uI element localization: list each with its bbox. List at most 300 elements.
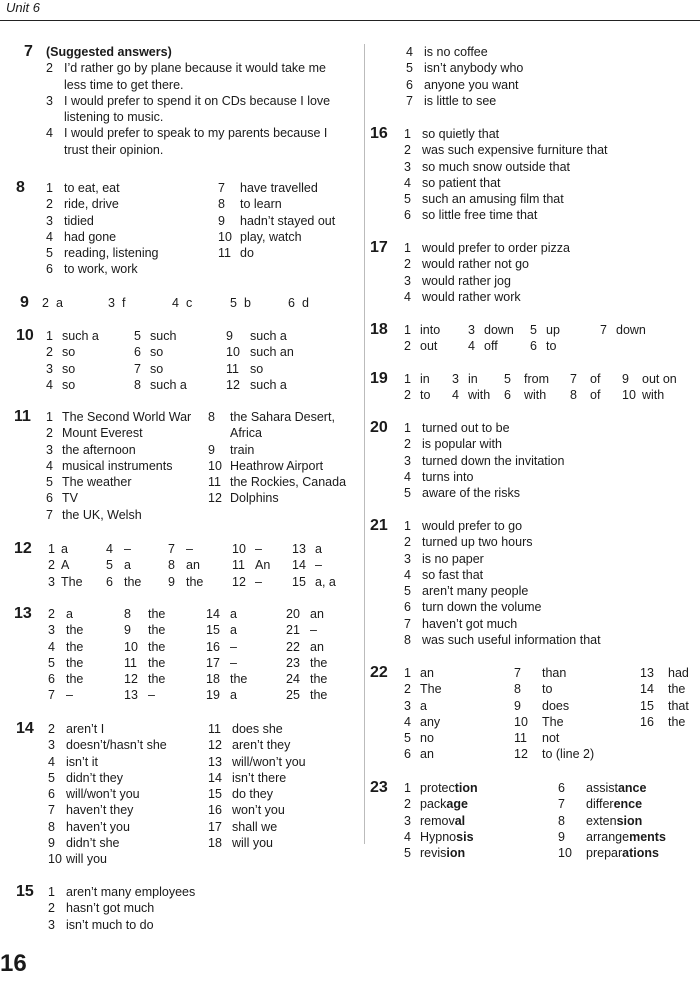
- answer-cell: [218, 245, 254, 261]
- answer-text: A: [61, 558, 70, 573]
- answer-cell: [46, 344, 75, 360]
- item-number: 13: [208, 754, 222, 769]
- item-number: 4: [404, 714, 411, 729]
- answer-line: [404, 289, 570, 305]
- answer-text: –: [255, 542, 262, 556]
- answer-text: the: [148, 639, 166, 654]
- answer-cell: [208, 786, 273, 802]
- item-number: 1: [404, 372, 411, 386]
- item-number: 10: [218, 229, 232, 244]
- unit-title: Unit 6: [6, 0, 40, 15]
- item-number: 5: [404, 192, 411, 207]
- word-suffix: ance: [617, 781, 647, 795]
- answer-cell: [514, 714, 564, 730]
- answer-text: haven’t they: [66, 803, 134, 818]
- answer-line: [404, 191, 608, 207]
- item-number: 2: [404, 797, 411, 812]
- answer-cell: [134, 361, 163, 377]
- exercise-number: 17: [370, 239, 388, 256]
- answer-cell: [208, 425, 262, 441]
- answer-cell: [48, 606, 73, 622]
- item-number: 14: [640, 682, 654, 697]
- item-number: 3: [404, 273, 411, 288]
- answer-cell: [108, 295, 125, 311]
- answer-text: to work, work: [64, 262, 138, 277]
- answer-text: is no coffee: [424, 45, 488, 59]
- answer-text: Africa: [230, 426, 262, 441]
- answer-text: a: [230, 623, 237, 638]
- item-number: 4: [452, 388, 459, 403]
- answer-cell: [286, 671, 327, 687]
- answer-cell: [46, 458, 172, 474]
- answer-cell: [48, 557, 69, 573]
- item-number: 6: [558, 781, 565, 795]
- answer-text: such an: [250, 345, 294, 360]
- answer-cell: [226, 361, 263, 377]
- answer-cell: [46, 196, 119, 212]
- answer-text: have travelled: [240, 181, 318, 195]
- word-stem: pack: [420, 797, 447, 812]
- answer-text: to: [542, 682, 553, 697]
- answer-cell: [404, 681, 442, 697]
- answer-text: down: [484, 323, 514, 337]
- answer-line: [404, 126, 608, 142]
- answer-cell: [48, 687, 73, 703]
- item-number: 7: [168, 542, 175, 556]
- answer-cell: [46, 213, 94, 229]
- answer-cell: [404, 813, 465, 829]
- answer-text: with: [642, 388, 665, 403]
- answer-text: the: [668, 682, 686, 697]
- word-suffix: ion: [446, 846, 466, 861]
- answer-line: [48, 917, 195, 933]
- word-stem: differ: [586, 797, 614, 812]
- item-number: 4: [46, 458, 53, 473]
- answer-cell: [218, 180, 318, 196]
- word-stem: revis: [420, 846, 447, 861]
- answer-text: an: [310, 639, 324, 654]
- answer-cell: [226, 344, 294, 360]
- word-suffix: tion: [454, 781, 478, 795]
- answer-text: is popular with: [422, 437, 502, 452]
- answer-cell: [206, 622, 237, 638]
- item-number: 13: [640, 666, 654, 680]
- answer-text: aware of the risks: [422, 486, 520, 501]
- answer-text: would rather jog: [422, 273, 511, 288]
- answer-line: [406, 60, 523, 76]
- item-number: 10: [514, 714, 528, 729]
- answer-text: that: [668, 698, 689, 713]
- answer-text: aren’t I: [66, 722, 105, 736]
- answer-text: would rather not go: [422, 257, 530, 272]
- answer-line: [404, 175, 608, 191]
- answer-text: a: [315, 542, 322, 556]
- answer-text: will/won’t you: [232, 754, 306, 769]
- item-number: 16: [208, 803, 222, 818]
- answer-text: –: [66, 688, 73, 703]
- answer-text: ride, drive: [64, 197, 119, 212]
- answer-text: out on: [642, 372, 677, 386]
- item-number: 13: [292, 542, 306, 556]
- item-number: 1: [404, 421, 411, 435]
- item-number: 19: [206, 688, 220, 703]
- answer-text: does she: [232, 722, 283, 736]
- answer-text: c: [186, 296, 193, 310]
- answer-cell: [514, 681, 552, 697]
- answer-text: a: [56, 296, 63, 310]
- answer-cell: [514, 665, 566, 681]
- answer-text: the Rockies, Canada: [230, 475, 347, 490]
- answer-text: a: [420, 698, 427, 713]
- item-number: 2: [46, 426, 53, 441]
- answer-cell: [48, 737, 167, 753]
- answer-cell: [168, 541, 193, 557]
- answer-text: turns into: [422, 469, 474, 484]
- item-number: 2: [404, 682, 411, 697]
- answer-cell: [124, 622, 165, 638]
- item-number: 12: [226, 377, 240, 392]
- answer-text: f: [122, 296, 126, 310]
- item-number: 9: [168, 574, 175, 589]
- answer-text: –: [124, 542, 131, 556]
- answer-cell: [46, 229, 116, 245]
- item-number: 7: [514, 666, 521, 680]
- answer-line: [404, 469, 564, 485]
- answer-cell: [46, 261, 138, 277]
- item-number: 2: [42, 296, 49, 310]
- answer-text: such a: [62, 329, 99, 343]
- answer-text: won’t you: [232, 803, 285, 818]
- item-number: 1: [48, 885, 55, 899]
- item-number: 15: [640, 698, 654, 713]
- item-number: 7: [46, 507, 53, 522]
- answer-cell: [48, 802, 133, 818]
- item-number: 6: [48, 787, 55, 802]
- answer-cell: [226, 377, 287, 393]
- answer-text: so quietly that: [422, 127, 500, 141]
- answer-cell: [208, 835, 273, 851]
- item-number: 9: [622, 372, 629, 386]
- answer-cell: [226, 328, 287, 344]
- answer-text: the: [668, 714, 686, 729]
- answer-text: than: [542, 666, 567, 680]
- item-number: 4: [404, 469, 411, 484]
- item-number: 7: [48, 803, 55, 818]
- item-number: 5: [46, 246, 53, 261]
- answer-text: in: [420, 372, 430, 386]
- answer-text: The: [542, 714, 564, 729]
- answer-text: such a: [250, 329, 287, 343]
- answer-text: didn’t she: [66, 836, 120, 851]
- item-number: 11: [124, 655, 137, 670]
- item-number: 7: [404, 616, 411, 631]
- answer-text: isn’t anybody who: [424, 61, 524, 76]
- word-stem: assist: [586, 781, 618, 795]
- item-number: 2: [404, 388, 411, 403]
- answer-line: [48, 884, 195, 900]
- item-number: 6: [404, 600, 411, 615]
- exercise-number: 10: [16, 327, 34, 344]
- item-number: 8: [124, 607, 131, 621]
- item-number: 5: [134, 329, 141, 343]
- item-number: 11: [208, 722, 221, 736]
- item-number: 9: [48, 836, 55, 851]
- answer-text: Mount Everest: [62, 426, 143, 441]
- answer-text: –: [315, 558, 322, 573]
- item-number: 6: [106, 574, 113, 589]
- answer-text: I would prefer to spend it on CDs because I love: [64, 93, 331, 108]
- answer-text: The weather: [62, 475, 132, 490]
- answer-cell: [46, 245, 159, 261]
- exercise-number: 12: [14, 540, 32, 557]
- answer-cell: [46, 328, 99, 344]
- answer-cell: [288, 295, 309, 311]
- item-number: 4: [404, 175, 411, 190]
- item-number: 21: [286, 623, 300, 638]
- answer-cell: [514, 698, 569, 714]
- answer-text: does: [542, 698, 570, 713]
- answer-line: [46, 77, 330, 93]
- item-number: 4: [48, 754, 55, 769]
- item-number: 10: [622, 388, 636, 403]
- item-number: 6: [530, 339, 537, 354]
- item-number: 1: [46, 181, 53, 195]
- answer-text: reading, listening: [64, 246, 159, 261]
- answer-text: a: [124, 558, 131, 573]
- answer-cell: [286, 655, 327, 671]
- item-number: 3: [404, 159, 411, 174]
- answer-text: –: [230, 639, 237, 654]
- answer-text: haven’t got much: [422, 616, 518, 631]
- answer-cell: [42, 295, 63, 311]
- answer-line: [404, 632, 601, 648]
- answer-text: TV: [62, 491, 78, 506]
- answer-text: Dolphins: [230, 491, 279, 506]
- answer-text: play, watch: [240, 229, 302, 244]
- answer-line: [404, 567, 601, 583]
- answer-text: the: [66, 655, 84, 670]
- item-number: 4: [404, 567, 411, 582]
- answer-line: [406, 44, 523, 60]
- item-number: 3: [48, 574, 55, 589]
- answer-text: the: [310, 688, 328, 703]
- answer-line: [404, 599, 601, 615]
- item-number: 10: [48, 852, 62, 867]
- item-number: 4: [46, 229, 53, 244]
- answer-cell: [48, 786, 140, 802]
- word-suffix: sion: [616, 813, 643, 828]
- answer-cell: [46, 474, 131, 490]
- item-number: 2: [404, 535, 411, 550]
- answer-cell: [48, 770, 123, 786]
- item-number: 16: [640, 714, 654, 729]
- answer-cell: [530, 338, 556, 354]
- item-number: 5: [404, 846, 411, 861]
- item-number: 3: [108, 296, 115, 310]
- item-number: 8: [48, 819, 55, 834]
- answer-text: to: [420, 388, 431, 403]
- item-number: 3: [46, 213, 53, 228]
- item-number: 20: [286, 607, 300, 621]
- answer-cell: [558, 813, 642, 829]
- answer-text: the: [148, 672, 166, 687]
- answer-text: b: [244, 296, 251, 310]
- item-number: 11: [514, 731, 527, 746]
- answer-text: the afternoon: [62, 442, 136, 457]
- item-number: 17: [208, 819, 222, 834]
- answer-cell: [106, 541, 131, 557]
- answer-cell: [46, 409, 191, 425]
- answer-text: such an amusing film that: [422, 192, 564, 207]
- exercise-number: 7: [24, 43, 33, 60]
- exercise-number: 8: [16, 179, 25, 196]
- answer-line: [404, 534, 601, 550]
- exercise-number: 23: [370, 779, 388, 796]
- answer-text: An: [255, 558, 271, 573]
- item-number: 9: [218, 213, 225, 228]
- item-number: 8: [168, 558, 175, 573]
- answer-cell: [46, 507, 142, 523]
- answer-cell: [292, 574, 336, 590]
- answer-text: so fast that: [422, 567, 484, 582]
- item-number: 12: [208, 491, 222, 506]
- page-number: 16: [0, 950, 27, 977]
- answer-text: such a: [150, 377, 187, 392]
- answer-text: –: [230, 655, 237, 670]
- item-number: 2: [404, 257, 411, 272]
- answer-cell: [622, 387, 664, 403]
- item-number: 5: [48, 770, 55, 785]
- item-number: 14: [292, 558, 306, 573]
- answer-text: was such expensive furniture that: [422, 143, 608, 158]
- word-stem: prepar: [586, 846, 623, 861]
- answer-cell: [208, 754, 306, 770]
- item-number: 4: [106, 542, 113, 556]
- answer-text: the: [310, 672, 328, 687]
- answer-line: [404, 159, 608, 175]
- item-number: 5: [504, 372, 511, 386]
- answer-cell: [206, 655, 237, 671]
- answer-cell: [640, 698, 689, 714]
- item-number: 9: [514, 698, 521, 713]
- item-number: 15: [292, 574, 306, 589]
- answer-text: an: [420, 747, 434, 762]
- answer-text: train: [230, 442, 255, 457]
- answer-cell: [232, 541, 262, 557]
- answer-text: so: [62, 377, 76, 392]
- item-number: 3: [46, 93, 53, 108]
- answer-text: of: [590, 388, 601, 403]
- item-number: 1: [404, 323, 411, 337]
- answer-text: I would prefer to speak to my parents because I: [64, 126, 328, 141]
- answer-cell: [514, 746, 594, 762]
- answer-cell: [514, 730, 559, 746]
- answer-text: an: [186, 558, 200, 573]
- answer-text: anyone you want: [424, 77, 519, 92]
- item-number: 7: [600, 323, 607, 337]
- answer-cell: [404, 829, 474, 845]
- answer-cell: [404, 371, 430, 387]
- item-number: 2: [48, 607, 55, 621]
- item-number: 3: [468, 323, 475, 337]
- answer-text: I’d rather go by plane because it would take me: [64, 61, 326, 76]
- answer-text: –: [186, 542, 193, 556]
- item-number: 7: [218, 181, 225, 195]
- item-number: 2: [48, 558, 55, 573]
- answer-cell: [286, 622, 317, 638]
- exercise-number: 9: [20, 294, 29, 311]
- item-number: 24: [286, 672, 300, 687]
- answer-cell: [46, 377, 75, 393]
- exercise-number: 11: [14, 408, 31, 425]
- item-number: 8: [514, 682, 521, 697]
- answer-text: off: [484, 339, 498, 354]
- item-number: 1: [46, 329, 53, 343]
- answer-cell: [208, 409, 335, 425]
- answer-text: The: [61, 574, 83, 589]
- answer-cell: [208, 458, 323, 474]
- answer-text: haven’t you: [66, 819, 130, 834]
- answer-cell: [206, 687, 237, 703]
- item-number: 2: [48, 722, 55, 736]
- exercise-number: 16: [370, 125, 388, 142]
- answer-cell: [208, 802, 285, 818]
- answer-text: didn’t they: [66, 770, 123, 785]
- answer-text: such: [150, 329, 177, 343]
- answer-cell: [208, 737, 290, 753]
- answer-cell: [232, 557, 270, 573]
- answer-cell: [530, 322, 560, 338]
- answer-cell: [558, 845, 659, 861]
- answer-cell: [208, 474, 346, 490]
- word-suffix: al: [454, 813, 466, 828]
- answer-text: in: [468, 372, 478, 386]
- answer-text: into: [420, 323, 441, 337]
- answer-cell: [218, 229, 302, 245]
- item-number: 5: [404, 486, 411, 501]
- item-number: 11: [232, 558, 245, 573]
- item-number: 3: [46, 361, 53, 376]
- answer-cell: [570, 371, 600, 387]
- answer-line: [46, 60, 330, 76]
- item-number: 8: [404, 633, 411, 648]
- answer-cell: [48, 835, 120, 851]
- item-number: 15: [206, 623, 220, 638]
- answer-text: The: [420, 682, 442, 697]
- item-number: 6: [406, 77, 413, 92]
- item-number: 3: [48, 917, 55, 932]
- answer-cell: [558, 796, 642, 812]
- answer-text: hadn’t stayed out: [240, 213, 336, 228]
- answer-text: the: [148, 655, 166, 670]
- answer-cell: [46, 442, 136, 458]
- item-number: 2: [46, 61, 53, 76]
- answer-text: so much snow outside that: [422, 159, 570, 174]
- answer-line: [404, 256, 570, 272]
- answer-text: no: [420, 731, 434, 746]
- item-number: 8: [134, 377, 141, 392]
- answer-cell: [404, 665, 434, 681]
- item-number: 1: [404, 241, 411, 255]
- answer-text: –: [310, 623, 317, 638]
- answer-text: The Second World War: [62, 410, 192, 424]
- word-suffix: age: [446, 797, 468, 812]
- answer-text: a: [66, 607, 73, 621]
- answer-line: [48, 900, 195, 916]
- answer-text: a: [230, 607, 237, 621]
- answer-text: the: [148, 623, 166, 638]
- answer-cell: [48, 671, 83, 687]
